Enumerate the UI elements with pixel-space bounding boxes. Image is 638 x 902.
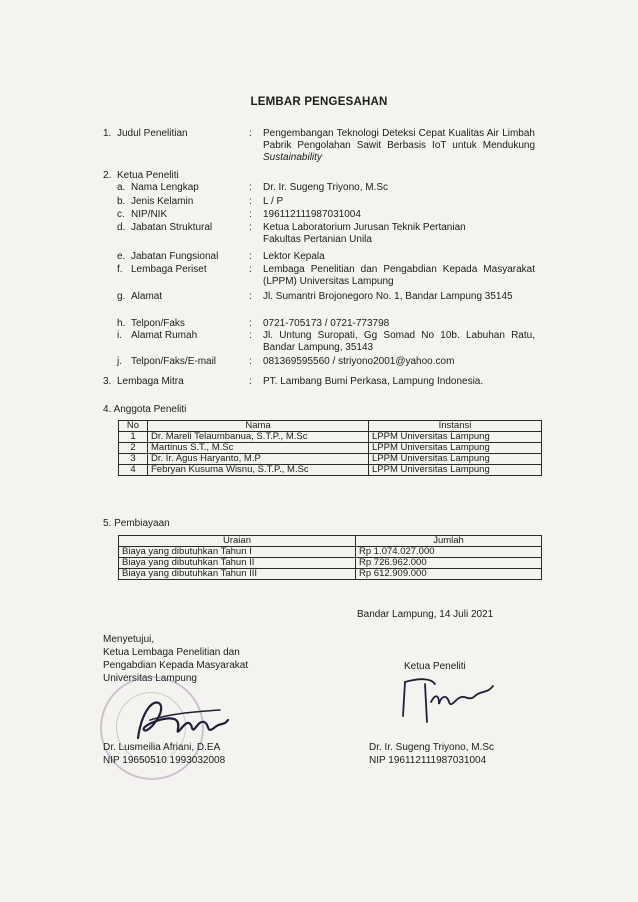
col-header: Uraian — [119, 536, 356, 547]
label-mitra: Lembaga Mitra — [117, 376, 184, 387]
col-header: Nama — [148, 421, 369, 432]
label-nama: Nama Lengkap — [131, 182, 199, 193]
value-telpon: 0721-705173 / 0721-773798 — [263, 318, 390, 329]
colon: : — [249, 376, 252, 387]
left-signature-icon — [120, 690, 250, 750]
colon: : — [249, 196, 252, 207]
col-header: Instansi — [369, 421, 542, 432]
cell: LPPM Universitas Lampung — [369, 432, 542, 443]
cell: Rp 1.074.027.000 — [356, 547, 542, 558]
value-struktural: Ketua Laboratorium Jurusan Teknik Pertanian Fakultas Pertanian Unila — [263, 222, 466, 245]
table-header-row — [119, 536, 542, 547]
label-lembaga: Lembaga Periset — [131, 264, 207, 275]
left-sign-nip: NIP 19650510 1993032008 — [103, 755, 226, 766]
label-ketua: Ketua Peneliti — [117, 170, 179, 181]
table-row — [119, 465, 542, 476]
cell: Dr. Mareli Telaumbanua, S.T.P., M.Sc — [148, 432, 369, 443]
value-mitra: PT. Lambang Bumi Perkasa, Lampung Indonesia. — [263, 376, 484, 387]
table-header-row — [119, 421, 542, 432]
pembiayaan-table — [118, 535, 542, 580]
cell: 2 — [119, 443, 148, 454]
colon: : — [249, 318, 252, 329]
cell: LPPM Universitas Lampung — [369, 454, 542, 465]
sub-number: h. — [117, 318, 126, 329]
left-sign-line: Menyetujui, — [103, 634, 155, 645]
label-email: Telpon/Faks/E-mail — [131, 356, 217, 367]
label-judul: Judul Penelitian — [117, 128, 188, 139]
cell: LPPM Universitas Lampung — [369, 443, 542, 454]
cell: 3 — [119, 454, 148, 465]
item-number: 3. — [103, 376, 112, 387]
left-sign-line: Pengabdian Kepada Masyarakat — [103, 660, 249, 671]
table-row — [119, 443, 542, 454]
table-row — [119, 454, 542, 465]
value-rumah: Jl. Untung Suropati, Gg Somad No 10b. Labuhan Ratu, Bandar Lampung, 35143 — [263, 330, 535, 353]
colon: : — [249, 251, 252, 262]
left-sign-name: Dr. Lusmeilia Afriani, D.EA — [103, 742, 221, 753]
label-jk: Jenis Kelamin — [131, 196, 194, 207]
value-nama: Dr. Ir. Sugeng Triyono, M.Sc — [263, 182, 389, 193]
sub-number: d. — [117, 222, 126, 233]
pembiayaan-heading: 5. Pembiayaan — [103, 518, 170, 529]
label-telpon: Telpon/Faks — [131, 318, 185, 329]
colon: : — [249, 356, 252, 367]
cell: Febryan Kusuma Wisnu, S.T.P., M.Sc — [148, 465, 369, 476]
sub-number: b. — [117, 196, 126, 207]
sub-number: g. — [117, 291, 126, 302]
value-alamat: Jl. Sumantri Brojonegoro No. 1, Bandar Lampung 35145 — [263, 291, 513, 302]
value-judul: Pengembangan Teknologi Deteksi Cepat Kualitas Air Limbah Pabrik Pengolahan Sawit Berbasis IoT untuk Mendukung Sustainability — [263, 128, 535, 163]
left-sign-line: Ketua Lembaga Penelitian dan — [103, 647, 240, 658]
value-lembaga: Lembaga Penelitian dan Pengabdian Kepada Masyarakat (LPPM) Universitas Lampung — [263, 264, 535, 287]
value-nip: 196112111987031004 — [263, 209, 361, 220]
sub-number: e. — [117, 251, 126, 262]
colon: : — [249, 222, 252, 233]
right-sign-nip: NIP 196112111987031004 — [369, 755, 487, 766]
sub-number: i. — [117, 330, 122, 341]
item-number: 1. — [103, 128, 112, 139]
colon: : — [249, 128, 252, 139]
cell: LPPM Universitas Lampung — [369, 465, 542, 476]
left-sign-line: Universitas Lampung — [103, 673, 197, 684]
value-fungsional: Lektor Kepala — [263, 251, 325, 262]
label-alamat: Alamat — [131, 291, 163, 302]
colon: : — [249, 182, 252, 193]
cell: Martinus S.T., M.Sc — [148, 443, 369, 454]
label-fungsional: Jabatan Fungsional — [131, 251, 219, 262]
label-rumah: Alamat Rumah — [131, 330, 198, 341]
cell: 1 — [119, 432, 148, 443]
colon: : — [249, 264, 252, 275]
sub-number: a. — [117, 182, 126, 193]
sub-number: j. — [117, 356, 122, 367]
value-email: 081369595560 / striyono2001@yahoo.com — [263, 356, 455, 367]
anggota-heading: 4. Anggota Peneliti — [103, 404, 187, 415]
right-sign-name: Dr. Ir. Sugeng Triyono, M.Sc — [369, 742, 495, 753]
cell: 4 — [119, 465, 148, 476]
sub-number: f. — [117, 264, 123, 275]
cell: Dr. Ir. Agus Haryanto, M.P — [148, 454, 369, 465]
table-row — [119, 558, 542, 569]
colon: : — [249, 330, 252, 341]
anggota-table — [118, 420, 542, 476]
cell: Biaya yang dibutuhkan Tahun I — [119, 547, 356, 558]
colon: : — [249, 291, 252, 302]
right-signature-icon — [395, 672, 505, 732]
right-sign-role: Ketua Peneliti — [404, 661, 466, 672]
cell: Biaya yang dibutuhkan Tahun III — [119, 569, 356, 580]
table-row — [119, 547, 542, 558]
table-row — [119, 432, 542, 443]
document-title: LEMBAR PENGESAHAN — [250, 96, 388, 108]
item-number: 2. — [103, 170, 112, 181]
col-header: Jumlah — [356, 536, 542, 547]
cell: Rp 726.962.000 — [356, 558, 542, 569]
table-row — [119, 569, 542, 580]
label-nip: NIP/NIK — [131, 209, 168, 220]
cell: Biaya yang dibutuhkan Tahun II — [119, 558, 356, 569]
place-date: Bandar Lampung, 14 Juli 2021 — [357, 609, 494, 620]
value-jk: L / P — [263, 196, 284, 207]
colon: : — [249, 209, 252, 220]
col-header: No — [119, 421, 148, 432]
cell: Rp 612.909.000 — [356, 569, 542, 580]
label-struktural: Jabatan Struktural — [131, 222, 213, 233]
sub-number: c. — [117, 209, 125, 220]
